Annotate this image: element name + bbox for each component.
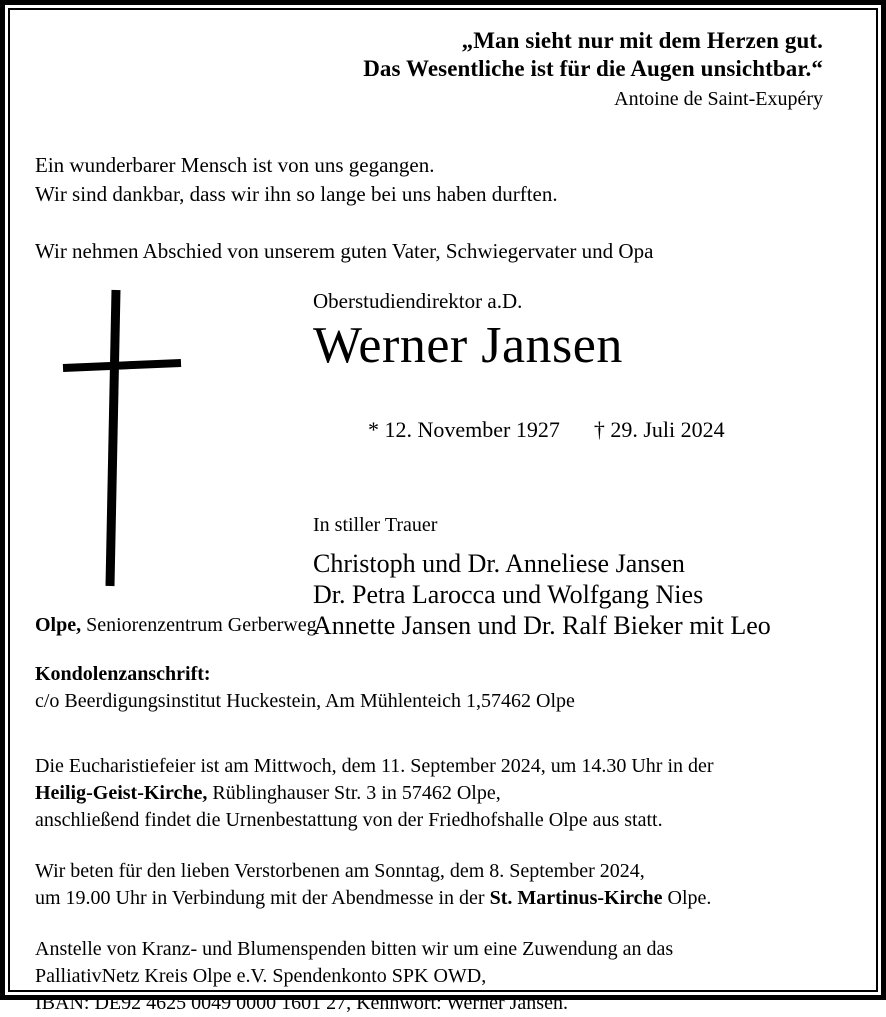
deceased-name: Werner Jansen	[313, 317, 623, 374]
donation-line-3: IBAN: DE92 4625 0049 0000 1601 27, Kennwort: Werner Jansen.	[35, 992, 568, 1014]
funeral-line-3: anschließend findet die Urnenbestattung von der Friedhofshalle Olpe aus statt.	[35, 809, 663, 831]
deceased-title: Oberstudiendirektor a.D.	[313, 289, 523, 313]
quote-line-2: Das Wesentliche ist für die Augen unsichtbar.“	[363, 56, 823, 81]
condolence-block	[35, 661, 851, 715]
mourner-line: Dr. Petra Larocca und Wolfgang Nies	[313, 580, 704, 609]
life-dates	[313, 388, 851, 472]
mourning-label: In stiller Trauer	[313, 514, 438, 536]
prayer-line-2-pre: um 19.00 Uhr in Verbindung mit der Abendmesse in der	[35, 887, 490, 909]
funeral-line-2	[35, 780, 851, 807]
birth-date: * 12. November 1927	[368, 417, 560, 442]
intro-line-2: Wir sind dankbar, dass wir ihn so lange bei uns haben durften.	[35, 182, 558, 206]
prayer-line-2	[35, 885, 851, 912]
condolence-address: c/o Beerdigungsinstitut Huckestein, Am Mühlenteich 1,57462 Olpe	[35, 690, 575, 712]
quote-author: Antoine de Saint-Exupéry	[614, 88, 823, 110]
funeral-paragraph	[35, 753, 851, 834]
residence-city: Olpe,	[35, 614, 82, 636]
mourners-list	[313, 548, 851, 641]
prayer-line-2-post: Olpe.	[662, 887, 712, 909]
intro-line-1: Ein wunderbarer Mensch ist von uns gegangen.	[35, 153, 435, 177]
deceased-name-block	[313, 288, 851, 641]
prayer-church-name: St. Martinus-Kirche	[489, 887, 663, 909]
donation-line-2: PalliativNetz Kreis Olpe e.V. Spendenkonto SPK OWD,	[35, 965, 487, 987]
prayer-line-1: Wir beten für den lieben Verstorbenen am Sonntag, dem 8. September 2024,	[35, 860, 645, 882]
funeral-church-address: Rüblinghauser Str. 3 in 57462 Olpe,	[207, 782, 501, 804]
condolence-heading: Kondolenzanschrift:	[35, 663, 211, 685]
intro-line-3: Wir nehmen Abschied von unserem guten Vater, Schwiegervater und Opa	[35, 239, 654, 263]
quotation-block	[35, 5, 851, 113]
donation-line-1: Anstelle von Kranz- und Blumenspenden bitten wir um eine Zuwendung an das	[35, 938, 674, 960]
funeral-line-1: Die Eucharistiefeier ist am Mittwoch, dem 11. September 2024, um 14.30 Uhr in der	[35, 755, 714, 777]
christian-cross-icon	[53, 288, 223, 588]
notice-content	[5, 5, 881, 1014]
funeral-church-name: Heilig-Geist-Kirche,	[35, 782, 208, 804]
service-details	[35, 753, 851, 1017]
prayer-paragraph	[35, 858, 851, 912]
donation-paragraph	[35, 936, 851, 1017]
death-date: † 29. Juli 2024	[593, 417, 725, 442]
intro-paragraph	[35, 151, 851, 209]
mourner-line: Christoph und Dr. Anneliese Jansen	[313, 549, 685, 578]
residence-detail: Seniorenzentrum Gerberweg	[81, 614, 317, 636]
quote-line-1: „Man sieht nur mit dem Herzen gut.	[461, 28, 823, 53]
mourner-line: Annette Jansen und Dr. Ralf Bieker mit Leo	[313, 611, 771, 640]
